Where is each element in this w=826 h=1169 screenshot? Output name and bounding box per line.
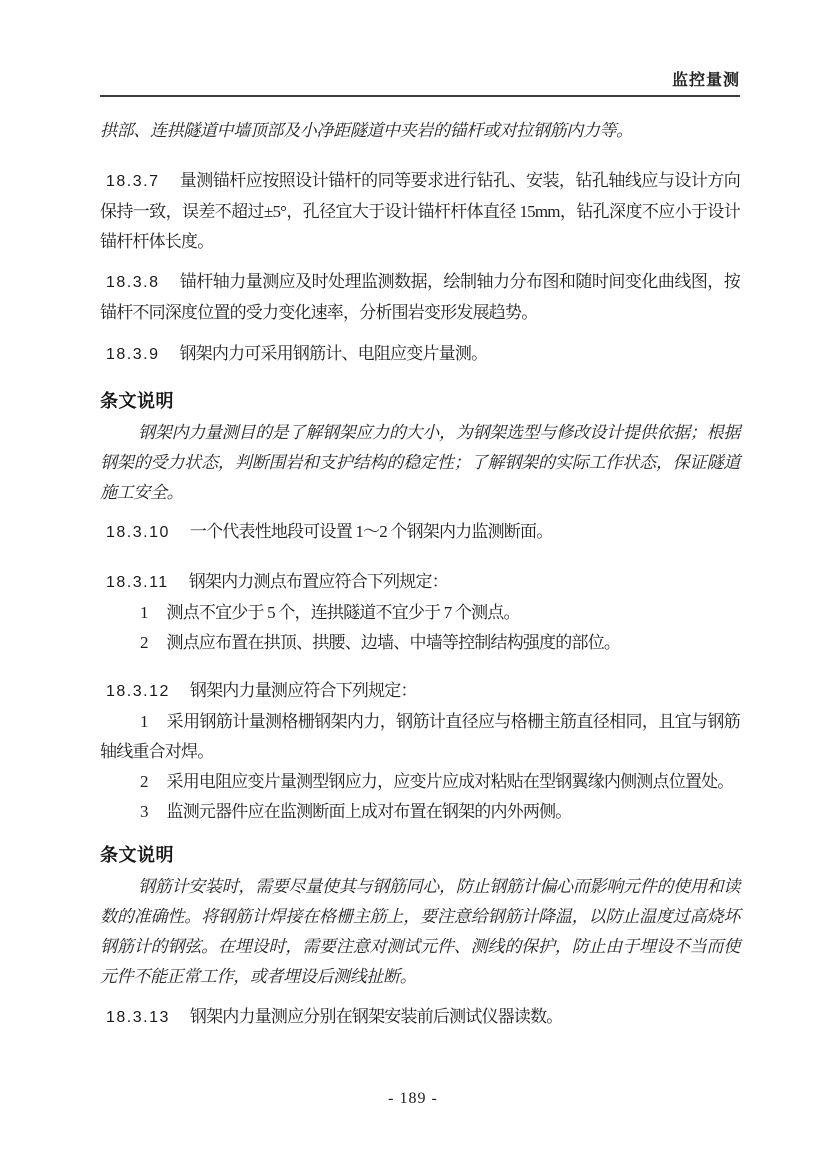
clause-text: 钢架内力可采用钢筋计、电阻应变片量测。 bbox=[179, 344, 488, 363]
clause-18-3-7 bbox=[100, 166, 740, 257]
clause-number: 18.3.11 bbox=[106, 574, 169, 591]
page-footer bbox=[0, 1088, 826, 1110]
provision-note-paragraph bbox=[100, 418, 740, 508]
item-text: 采用钢筋计量测格栅钢架内力，钢筋计直径应与格栅主筋直径相同，且宜与钢筋轴线重合对焊。 bbox=[100, 712, 740, 761]
clause-number: 18.3.8 bbox=[106, 274, 160, 291]
list-item bbox=[100, 598, 740, 628]
provision-note-paragraph bbox=[100, 872, 740, 992]
page-number: - 189 - bbox=[388, 1090, 438, 1107]
item-number: 2 bbox=[140, 772, 149, 791]
continuation-text: 拱部、连拱隧道中墙顶部及小净距隧道中夹岩的锚杆或对拉钢筋内力等。 bbox=[100, 121, 633, 140]
header-rule bbox=[100, 95, 740, 97]
item-text: 监测元器件应在监测断面上成对布置在钢架的内外两侧。 bbox=[166, 802, 572, 821]
clause-18-3-13 bbox=[100, 1002, 740, 1033]
clause-18-3-8 bbox=[100, 267, 740, 328]
item-number: 2 bbox=[140, 633, 149, 652]
list-item bbox=[100, 628, 740, 658]
clause-18-3-10 bbox=[100, 517, 740, 548]
item-number: 1 bbox=[140, 603, 149, 622]
item-number: 1 bbox=[140, 712, 149, 731]
provision-note-heading: 条文说明 bbox=[100, 391, 174, 411]
clause-text: 一个代表性地段可设置 1～2 个钢架内力监测断面。 bbox=[189, 522, 553, 541]
list-item bbox=[100, 797, 740, 827]
provision-note-heading: 条文说明 bbox=[100, 845, 174, 865]
page-content bbox=[100, 0, 740, 1033]
list-item bbox=[100, 707, 740, 767]
clause-number: 18.3.13 bbox=[106, 1009, 170, 1026]
clause-text: 锚杆轴力量测应及时处理监测数据，绘制轴力分布图和随时间变化曲线图，按锚杆不同深度位置的受力变化速率，分析围岩变形发展趋势。 bbox=[100, 272, 740, 322]
list-item bbox=[100, 767, 740, 797]
item-number: 3 bbox=[140, 802, 149, 821]
running-header bbox=[100, 0, 740, 91]
chapter-title: 监控量测 bbox=[671, 72, 740, 89]
clause-number: 18.3.10 bbox=[106, 524, 170, 541]
paragraph-continuation bbox=[100, 116, 740, 146]
clause-text: 量测锚杆应按照设计锚杆的同等要求进行钻孔、安装，钻孔轴线应与设计方向保持一致，误差不超过±5°，孔径宜大于设计锚杆杆体直径 15mm，钻孔深度不应小于设计锚杆杆体长度。 bbox=[100, 171, 740, 251]
clause-number: 18.3.12 bbox=[106, 683, 170, 700]
item-text: 测点应布置在拱顶、拱腰、边墙、中墙等控制结构强度的部位。 bbox=[166, 633, 621, 652]
clause-18-3-12 bbox=[100, 676, 740, 707]
clause-text: 钢架内力量测应分别在钢架安装前后测试仪器读数。 bbox=[189, 1007, 563, 1026]
provision-note-text: 钢架内力量测目的是了解钢架应力的大小，为钢架选型与修改设计提供依据；根据钢架的受力状态，判断围岩和支护结构的稳定性；了解钢架的实际工作状态，保证隧道施工安全。 bbox=[100, 423, 740, 502]
clause-number: 18.3.9 bbox=[106, 346, 160, 363]
clause-number: 18.3.7 bbox=[106, 173, 160, 190]
clause-18-3-11 bbox=[100, 567, 740, 598]
provision-note-text: 钢筋计安装时，需要尽量使其与钢筋同心，防止钢筋计偏心而影响元件的使用和读数的准确性。将钢筋计焊接在格栅主筋上，要注意给钢筋计降温，以防止温度过高烧坏钢筋计的钢弦。在埋设时，需要注意对测试元件、测线的保护，防止由于埋设不当而使元件不能正常工作，或者埋设后测线扯断。 bbox=[100, 877, 740, 986]
item-text: 测点不宜少于 5 个，连拱隧道不宜少于 7 个测点。 bbox=[166, 603, 520, 622]
clause-text: 钢架内力测点布置应符合下列规定： bbox=[188, 572, 448, 591]
clause-18-3-9 bbox=[100, 339, 740, 370]
item-text: 采用电阻应变片量测型钢应力，应变片应成对粘贴在型钢翼缘内侧测点位置处。 bbox=[166, 772, 734, 791]
clause-text: 钢架内力量测应符合下列规定： bbox=[189, 681, 417, 700]
